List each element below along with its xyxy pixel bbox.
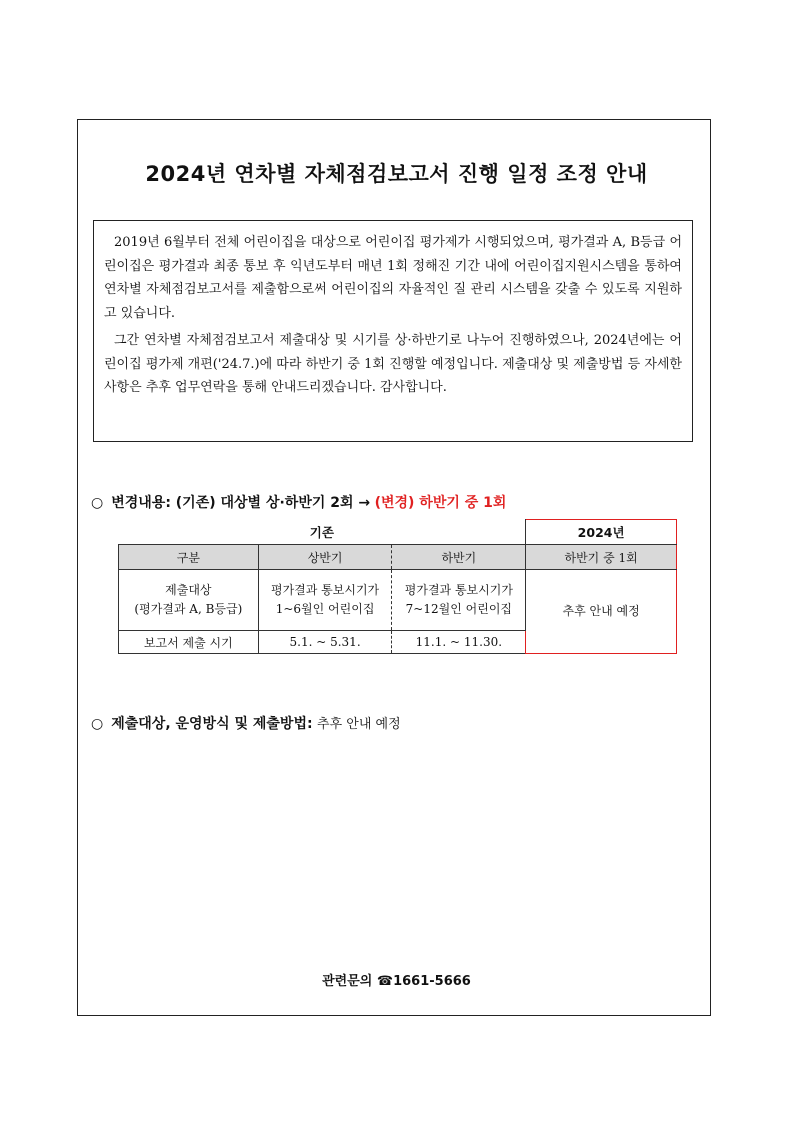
submission-label: 제출대상, 운영방식 및 제출방법:: [111, 716, 313, 732]
schedule-table: [118, 519, 677, 654]
phone-icon: ☎: [376, 974, 394, 989]
change-summary: [91, 492, 506, 512]
row-2024-value: 추후 안내 예정: [526, 570, 677, 654]
row1-label: 제출대상 (평가결과 A, B등급): [119, 570, 259, 631]
row1-second-half: 평가결과 통보시기가 7~12월인 어린이집: [392, 570, 526, 631]
col-second-half: 하반기: [392, 545, 526, 570]
change-new-value: (변경) 하반기 중 1회: [374, 495, 507, 511]
intro-paragraph-2: 그간 연차별 자체점검보고서 제출대상 및 시기를 상·하반기로 나누어 진행하였으나, 2024년에는 어린이집 평가제 개편('24.7.)에 따라 하반기 중 1회 진행할 예정입니다. 제출대상 및 제출방법 등 자세한 사항은 추후 업무연락을 통해 안내드리겠습니다. 감사합니다.: [104, 333, 682, 395]
submission-value: 추후 안내 예정: [317, 717, 401, 732]
change-label: 변경내용: (기존) 대상별 상·하반기 2회 →: [111, 495, 371, 511]
table-subheader-row: [119, 545, 677, 570]
contact-label: 관련문의: [322, 974, 373, 989]
col-category: 구분: [119, 545, 259, 570]
intro-paragraph-1: 2019년 6월부터 전체 어린이집을 대상으로 어린이집 평가제가 시행되었으며, 평가결과 A, B등급 어린이집은 평가결과 최종 통보 후 익년도부터 매년 1회 정해진 기간 내에 어린이집지원시스템을 통하여 연차별 자체점검보고서를 제출함으로써 어린이집의 자율적인 질 관리 시스템을 갖출 수 있도록 지원하고 있습니다.: [104, 235, 682, 321]
group-existing: 기존: [119, 520, 526, 545]
table-header-row: [119, 520, 677, 545]
col-2024: 하반기 중 1회: [526, 545, 677, 570]
table-row: [119, 570, 677, 631]
bullet-icon: ○: [91, 495, 104, 511]
group-2024: 2024년: [526, 520, 677, 545]
row2-first-half: 5.1. ~ 5.31.: [258, 631, 392, 654]
row2-second-half: 11.1. ~ 11.30.: [392, 631, 526, 654]
submission-info: [91, 713, 401, 733]
row2-label: 보고서 제출 시기: [119, 631, 259, 654]
col-first-half: 상반기: [258, 545, 392, 570]
intro-box: [93, 220, 693, 442]
row1-first-half: 평가결과 통보시기가 1~6월인 어린이집: [258, 570, 392, 631]
contact-phone: 1661-5666: [393, 974, 471, 989]
contact-info: [0, 970, 793, 989]
bullet-icon: ○: [91, 716, 104, 732]
page-title: 2024년 연차별 자체점검보고서 진행 일정 조정 안내: [145, 162, 648, 186]
